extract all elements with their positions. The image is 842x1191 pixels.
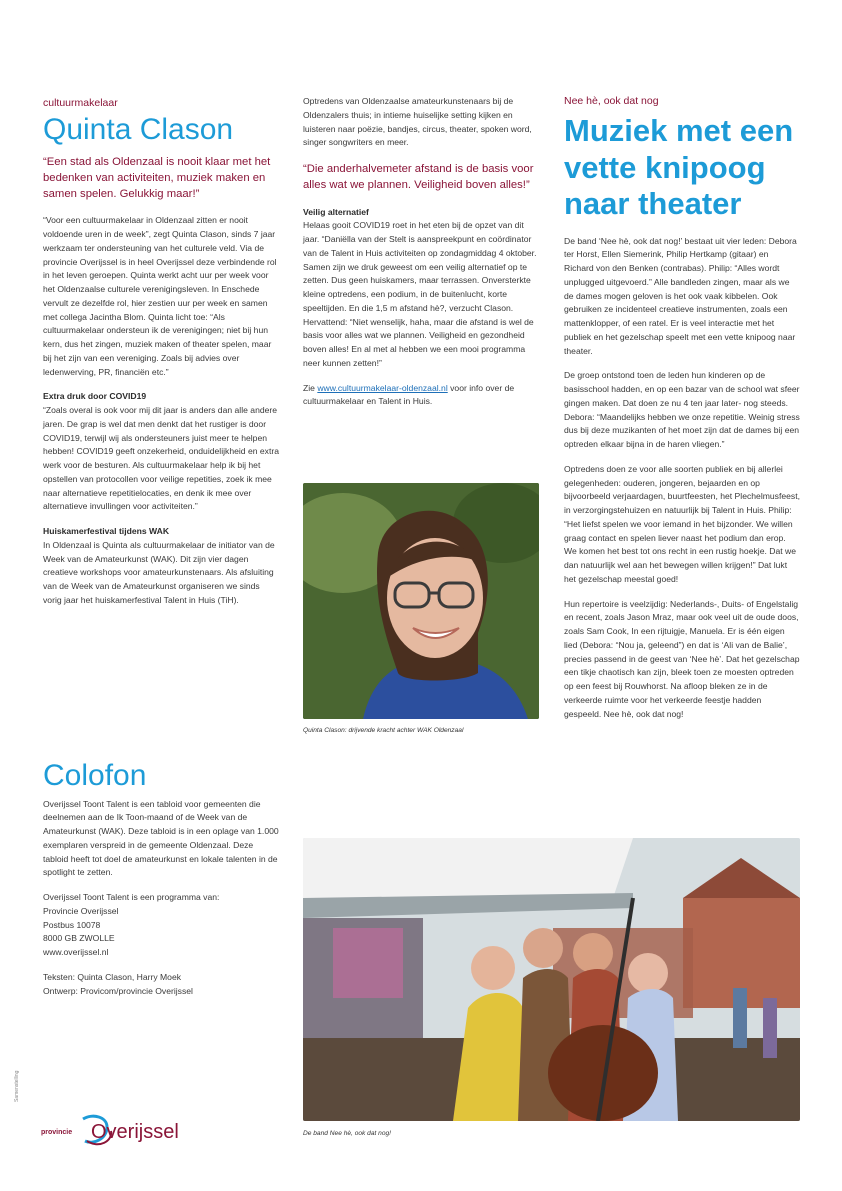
body-paragraph: Optredens van Oldenzaalse amateurkunstenaars bij de Oldenzalers thuis; in intieme huiselijke setting kijken en luisteren naar poëzie, bandjes, circus, theater, spoken word, singer songwriters en meer. — [303, 96, 532, 148]
colofon — [43, 760, 279, 998]
colofon-title: Colofon — [43, 759, 147, 792]
article-quinta-clason — [43, 97, 279, 619]
portrait-caption: Quinta Clason: drijvende kracht achter WAK Oldenzaal — [303, 727, 464, 734]
logo-main-text: Overijssel — [91, 1121, 179, 1143]
info-prefix: Zie — [303, 382, 318, 393]
pull-quote: “Een stad als Oldenzaal is nooit klaar met het bedenken van activiteiten, muziek maken en samen spelen. Gelukkig maar!” — [43, 155, 271, 201]
article-continuation — [303, 95, 541, 420]
credits-line: Ontwerp: Provicom/provincie Overijssel — [43, 985, 193, 996]
article-title: Muziek met een vette knipoog naar theater — [564, 113, 794, 222]
band-photo-caption: De band Nee hè, ook dat nog! — [303, 1130, 391, 1137]
subheading: Extra druk door COVID19 — [43, 391, 147, 402]
address-line: 8000 GB ZWOLLE — [43, 933, 115, 944]
band-photo — [303, 838, 800, 1121]
body-paragraph: Optredens doen ze voor alle soorten publiek en bij allerlei gelegenheden: ouderen, jongeren, bejaarden en op bijvoorbeeld verjaardagen, buurtfeesten, het Plechelmusfeest, in verzorgingstehuizen en natuurlijk bij Talent in Huis. Philip: “Het liefst spelen we voor iemand in het bijzonder. We willen graag contact en spelen liever naast het podium dan erop. We komen het best tot ons recht in een rustig hoekje. Dat we dan natuurlijk wel aan het bewegen willen krijgen!” Dat lukt het gezelschap meestal goed! — [564, 463, 800, 584]
article-title: Quinta Clason — [43, 113, 234, 146]
info-paragraph — [303, 382, 541, 410]
band-illustration — [303, 838, 800, 1121]
subheading: Veilig alternatief — [303, 206, 369, 217]
pull-quote: “Die anderhalvemeter afstand is de basis voor alles wat we plannen. Veiligheid boven alles!” — [303, 163, 534, 192]
address-line: Postbus 10078 — [43, 919, 101, 930]
program-intro: Overijssel Toont Talent is een programma van: — [43, 892, 220, 902]
colofon-paragraph: Overijssel Toont Talent is een tabloid voor gemeenten die deelnemen aan de Ik Toon-maand of de Week van de Amateurkunst (WAK). Deze tabloid is in een oplage van 1.000 exemplaren verspreid in de gemeente Oldenzaal. Deze tabloid heeft tot doel de amateurkunst en lokale talenten in de spotlight te zetten. — [43, 798, 279, 878]
body-paragraph: Helaas gooit COVID19 roet in het eten bij de opzet van dit jaar. “Daniëlla van der Stelt is aanspreekpunt en coördinator van de Talent in Huis activiteiten op zondagmiddag 4 oktober. Samen zijn we druk geweest om een veilig alternatief op te zetten. Dus geen huiskamers, maar terrassen. Onversterkte kleine optredens, een podium, in de buitenlucht, korte speeltijden. En die 1,5 m afstand hè?, verzucht Clason. Hervattend: “Niet wenselijk, haha, maar die afstand is wel de basis voor alles wat we plannen. Veiligheid en gezondheid boven alles! En al met al hebben we een mooi programma neer kunnen zetten!” — [303, 220, 537, 368]
portrait-illustration — [303, 483, 539, 719]
address-line: Provincie Overijssel — [43, 905, 119, 916]
portrait-photo — [303, 483, 539, 719]
body-paragraph: De band ‘Nee hè, ook dat nog!’ bestaat uit vier leden: Debora ter Horst, Ellen Siemerink, Philip Hertkamp (gitaar) en Richard von den Benken (contrabas). Philip: “Alles wordt unplugged uitgevoerd.” Alle bandleden zingen, maar als we de dames mogen geloven is het ook vaak kibbelen. Ook gebruiken ze incidenteel creatieve instrumenten, zoals een mattenklopper, of een ratel. Er is veel interactie met het publiek en het gezelschap speelt met een vette knipoog naar theater. — [564, 235, 797, 356]
section-kicker: Nee hè, ook dat nog — [564, 95, 659, 107]
body-paragraph: “Zoals overal is ook voor mij dit jaar is anders dan alle andere jaren. De grap is wel dat men denkt dat het rustiger is door COVID19, terwijl wij als ondersteuners juist meer te helpen hebben! COVID19 geeft onzekerheid, onduidelijkheid en extra werk voor de besturen. Als cultuurmakelaar help ik bij het opstellen van protocollen voor veilige repetities, zoek ik mee naar alternatieve repetitielocaties, en denk ik mee over alternatieve invullingen voor activiteiten.” — [43, 405, 280, 512]
provincie-overijssel-logo[interactable] — [41, 1111, 201, 1151]
subheading: Huiskamerfestival tijdens WAK — [43, 526, 170, 537]
body-paragraph: Hun repertoire is veelzijdig: Nederlands-, Duits- of Engelstalig en recent, zoals Jason Mraz, maar ook veel uit de oude doos, zoals Sam Cook, In een rijtuigje, Manuela. Er is één eigen lied (Debora: “Nou ja, geleend”) en dat is ‘Ali van de Balie’, precies passend in de geest van ‘Nee hè’. Dat het gezelschap een tikje chaotisch kan zijn, bleek toen ze moesten optreden op een feest bij Rouwhorst. Na afloop bleken ze in de verkeerde ruimte voor het verkeerde feestje hadden gespeeld. Nee hè, ook dat nog! — [564, 598, 800, 719]
website-link[interactable]: www.cultuurmakelaar-oldenzaal.nl — [317, 382, 448, 393]
credits-line: Teksten: Quinta Clason, Harry Moek — [43, 971, 182, 982]
article-band — [564, 95, 800, 732]
section-kicker: cultuurmakelaar — [43, 97, 118, 109]
body-paragraph: De groep ontstond toen de leden hun kinderen op de basisschool hadden, en op een bazar van de school wat sfeer gingen maken. Dat doen ze nu 4 ten jaar later- nog steeds. Debora: “Maandelijks hebben we onze repetitie. Weinig stress dus bij deze muzikanten of het moet zijn dat de dames bij een optreden elkaar bijna in de haren vliegen.” — [564, 370, 800, 450]
side-credit: Samenstelling — [14, 1070, 20, 1102]
logo-small-text: provincie — [41, 1129, 73, 1136]
body-paragraph: “Voor een cultuurmakelaar in Oldenzaal zitten er nooit voldoende uren in de week”, zegt Quinta Clason, sinds 7 jaar werkzaam ter ondersteuning van het culturele veld. Via de provincie Overijssel is in heel Overijssel deze verbindende rol in het leven geroepen. Quinta werkt acht uur per week voor het Oldenzaalse culturele verenigingsleven. In Enschede vervult ze dezelfde rol, hier zestien uur per week en samen met collega Jacintha Blom. Quinta licht toe: “Als cultuurmakelaar ondersteun ik de verenigingen; niet bij hun kern, dus het zingen, muziek maken of theater spelen, maar bij het zijn van een vereniging. Zoals bij advies over ledenwerving, PR, financiën etc.” — [43, 215, 277, 377]
body-paragraph: In Oldenzaal is Quinta als cultuurmakelaar de initiator van de Week van de Amateurkunst (WAK). Dit zijn vier dagen creatieve workshops voor amateurkunstenaars. Als afsluiting van de Week van de Amateurkunst organiseren we sinds vorig jaar het huiskamerfestival Talent in Huis (TiH). — [43, 539, 275, 605]
info-suffix: voor info over de cultuurmakelaar en Talent in Huis. — [303, 382, 515, 407]
website-link[interactable]: www.overijssel.nl — [43, 947, 109, 957]
